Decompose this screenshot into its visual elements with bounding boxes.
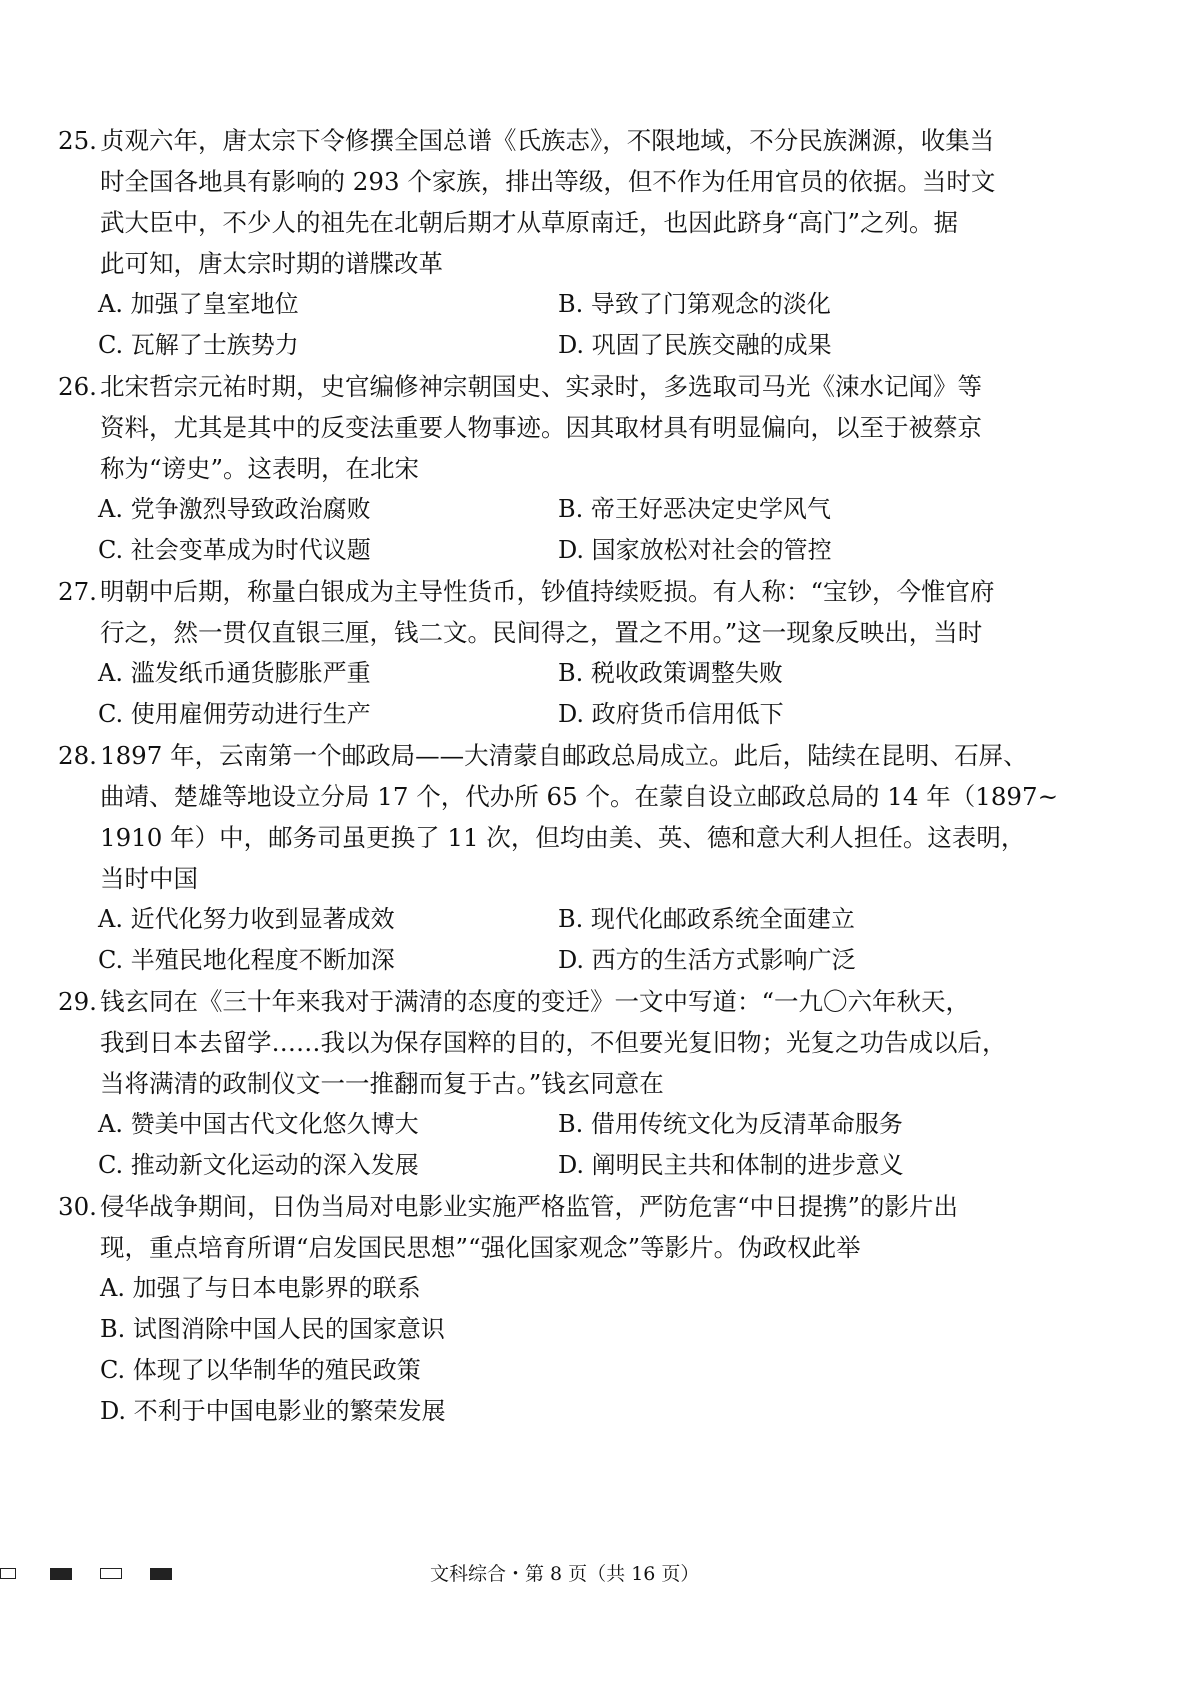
- option-d[interactable]: D. 巩固了民族交融的成果: [558, 331, 832, 359]
- question-text: 1897 年，云南第一个邮政局——大清蒙自邮政总局成立。此后，陆续在昆明、石屏、: [100, 741, 1028, 770]
- options-row: [58, 694, 1148, 735]
- page-number-label: 文科综合・第 8 页（共 16 页）: [430, 1563, 700, 1585]
- question-stem-line: 现，重点培育所谓“启发国民思想”“强化国家观念”等影片。伪政权此举: [100, 1233, 861, 1262]
- alignment-mark-solid: [50, 1568, 72, 1580]
- question-number: 30.: [58, 1192, 97, 1221]
- options-row: [58, 940, 1148, 981]
- question-stem-line: [58, 120, 1148, 161]
- question-stem-line: 1910 年）中，邮务司虽更换了 11 次，但均由美、英、德和意大利人担任。这表明，: [100, 823, 1026, 852]
- options-row: [58, 1104, 1148, 1145]
- option-c[interactable]: C. 使用雇佣劳动进行生产: [98, 700, 371, 728]
- option-b[interactable]: B. 试图消除中国人民的国家意识: [100, 1315, 445, 1343]
- question-text: 北宋哲宗元祐时期，史官编修神宗朝国史、实录时，多选取司马光《涑水记闻》等: [100, 372, 982, 401]
- question-stem-line: 时全国各地具有影响的 293 个家族，排出等级，但不作为任用官员的依据。当时文: [100, 167, 996, 196]
- option-c[interactable]: C. 社会变革成为时代议题: [98, 536, 371, 564]
- options-row: [58, 284, 1148, 325]
- option-c[interactable]: C. 瓦解了士族势力: [98, 331, 299, 359]
- question-number: 28.: [58, 741, 97, 770]
- question-stem-line: 行之，然一贯仅直银三厘，钱二文。民间得之，置之不用。”这一现象反映出，当时: [100, 618, 983, 647]
- options-row: [58, 1145, 1148, 1186]
- option-b[interactable]: B. 借用传统文化为反清革命服务: [558, 1110, 903, 1138]
- question-number: 26.: [58, 372, 97, 401]
- option-a[interactable]: A. 党争激烈导致政治腐败: [98, 495, 371, 523]
- question-stem-line: 我到日本去留学……我以为保存国粹的目的，不但要光复旧物；光复之功告成以后，: [100, 1028, 1007, 1057]
- option-d[interactable]: D. 阐明民主共和体制的进步意义: [558, 1151, 904, 1179]
- question-stem-line: 当时中国: [100, 864, 198, 893]
- option-c[interactable]: C. 半殖民地化程度不断加深: [98, 946, 395, 974]
- options-row: [58, 899, 1148, 940]
- question-stem-line: [58, 571, 1148, 612]
- option-c[interactable]: C. 推动新文化运动的深入发展: [98, 1151, 419, 1179]
- question-stem-line: 此可知，唐太宗时期的谱牒改革: [100, 249, 443, 278]
- question-number: 25.: [58, 126, 97, 155]
- options-row: [58, 653, 1148, 694]
- options-row: [58, 489, 1148, 530]
- question-stem-line: 资料，尤其是其中的反变法重要人物事迹。因其取材具有明显偏向，以至于被蔡京: [100, 413, 982, 442]
- option-b[interactable]: B. 现代化邮政系统全面建立: [558, 905, 855, 933]
- question-28: [58, 735, 1148, 981]
- question-stem-line: [58, 1186, 1148, 1227]
- alignment-mark-outline: [0, 1568, 16, 1579]
- option-c[interactable]: C. 体现了以华制华的殖民政策: [100, 1356, 421, 1384]
- question-25: [58, 120, 1148, 366]
- question-stem-line: 曲靖、楚雄等地设立分局 17 个，代办所 65 个。在蒙自设立邮政总局的 14 年（1897~: [100, 782, 1059, 811]
- option-b[interactable]: B. 帝王好恶决定史学风气: [558, 495, 831, 523]
- option-a[interactable]: A. 赞美中国古代文化悠久博大: [98, 1110, 419, 1138]
- option-d[interactable]: D. 西方的生活方式影响广泛: [558, 946, 856, 974]
- question-30: [58, 1186, 1148, 1432]
- option-a[interactable]: A. 近代化努力收到显著成效: [98, 905, 395, 933]
- alignment-mark-solid: [150, 1568, 172, 1580]
- question-number: 29.: [58, 987, 97, 1016]
- question-27: [58, 571, 1148, 735]
- option-b[interactable]: B. 税收政策调整失败: [558, 659, 783, 687]
- option-a[interactable]: A. 滥发纸币通货膨胀严重: [98, 659, 371, 687]
- options-row: [58, 530, 1148, 571]
- option-d[interactable]: D. 政府货币信用低下: [558, 700, 784, 728]
- option-d[interactable]: D. 国家放松对社会的管控: [558, 536, 832, 564]
- option-a[interactable]: A. 加强了皇室地位: [98, 290, 299, 318]
- option-d[interactable]: D. 不利于中国电影业的繁荣发展: [100, 1397, 446, 1425]
- question-number: 27.: [58, 577, 97, 606]
- question-stem-line: [58, 981, 1148, 1022]
- question-stem-line: 当将满清的政制仪文一一推翻而复于古。”钱玄同意在: [100, 1069, 664, 1098]
- options-row: [58, 325, 1148, 366]
- question-stem-line: 武大臣中，不少人的祖先在北朝后期才从草原南迁，也因此跻身“高门”之列。据: [100, 208, 959, 237]
- question-stem-line: [58, 735, 1148, 776]
- question-stem-line: [58, 366, 1148, 407]
- question-text: 明朝中后期，称量白银成为主导性货币，钞值持续贬损。有人称：“宝钞，今惟官府: [100, 577, 995, 606]
- option-a[interactable]: A. 加强了与日本电影界的联系: [100, 1274, 421, 1302]
- question-26: [58, 366, 1148, 571]
- alignment-mark-outline: [100, 1568, 122, 1579]
- question-text: 侵华战争期间，日伪当局对电影业实施严格监管，严防危害“中日提携”的影片出: [100, 1192, 959, 1221]
- question-29: [58, 981, 1148, 1186]
- page-footer: [0, 1560, 1200, 1590]
- question-text: 贞观六年，唐太宗下令修撰全国总谱《氏族志》，不限地域，不分民族渊源，收集当: [100, 126, 995, 155]
- question-stem-line: 称为“谤史”。这表明，在北宋: [100, 454, 420, 483]
- question-text: 钱玄同在《三十年来我对于满清的态度的变迁》一文中写道：“一九〇六年秋天，: [100, 987, 971, 1016]
- option-b[interactable]: B. 导致了门第观念的淡化: [558, 290, 831, 318]
